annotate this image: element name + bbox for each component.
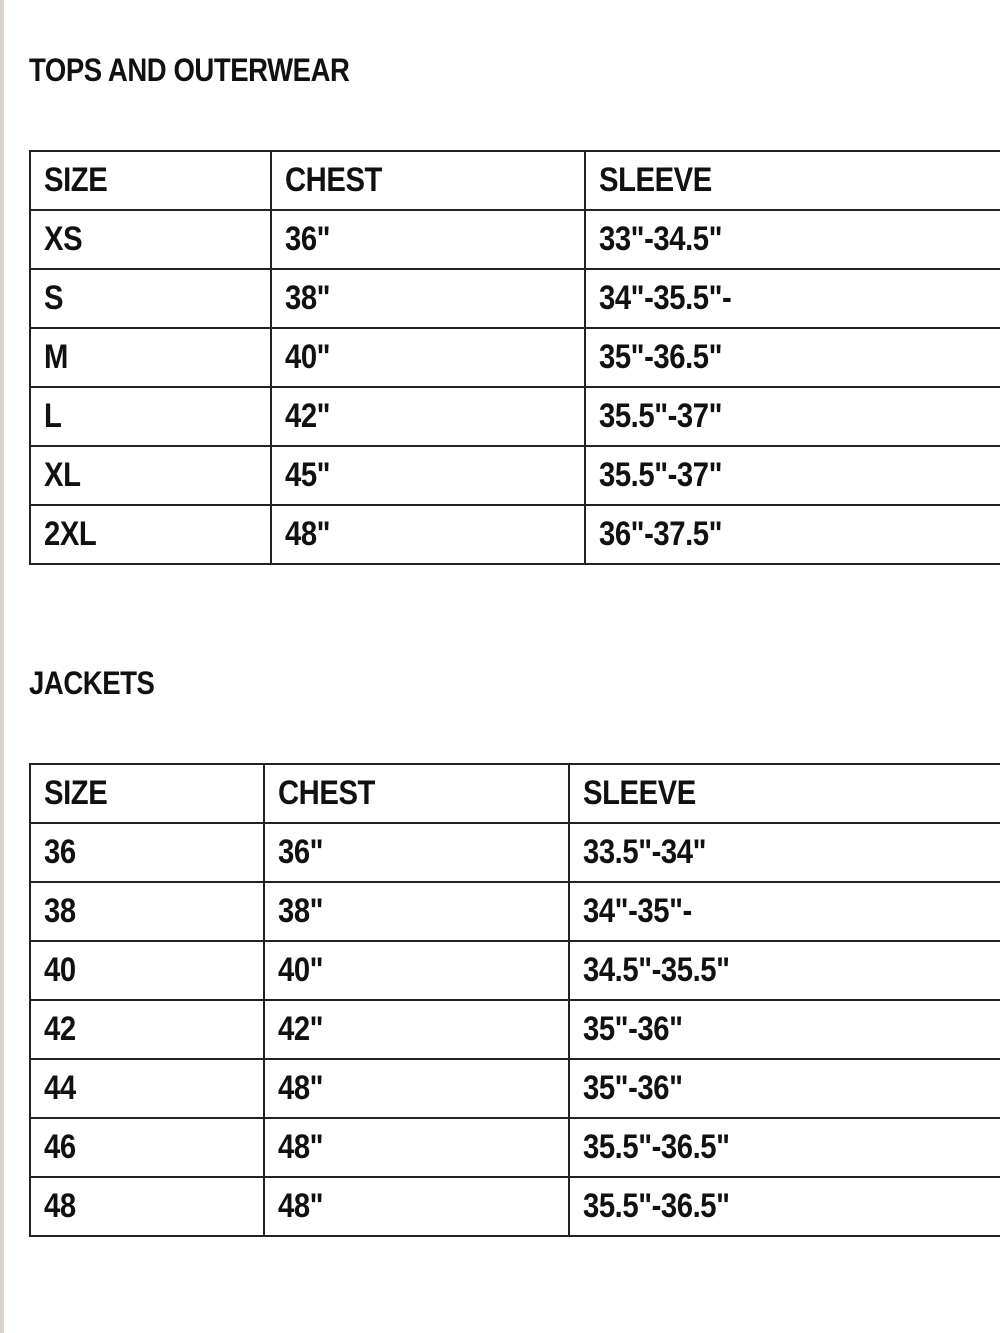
cell-sleeve: 35.5"-36.5" [569, 1177, 1000, 1236]
table-row [30, 328, 1000, 387]
table-row [30, 1177, 1000, 1236]
cell-size: 48 [30, 1177, 264, 1236]
cell-chest: 40" [264, 941, 569, 1000]
cell-sleeve: 33"-34.5" [585, 210, 1000, 269]
cell-chest: 36" [264, 823, 569, 882]
cell-sleeve: 35.5"-36.5" [569, 1118, 1000, 1177]
section-title-tops-and-outerwear: TOPS AND OUTERWEAR [29, 52, 350, 88]
cell-chest: 38" [271, 269, 585, 328]
table-row [30, 882, 1000, 941]
cell-chest: 48" [264, 1118, 569, 1177]
cell-chest: 38" [264, 882, 569, 941]
cell-sleeve: 35.5"-37" [585, 387, 1000, 446]
cell-chest: 42" [271, 387, 585, 446]
cell-sleeve: 33.5"-34" [569, 823, 1000, 882]
cell-chest: 36" [271, 210, 585, 269]
table-row [30, 387, 1000, 446]
table-row [30, 823, 1000, 882]
cell-size: 46 [30, 1118, 264, 1177]
cell-size: 2XL [30, 505, 271, 564]
cell-size: M [30, 328, 271, 387]
cell-size: 44 [30, 1059, 264, 1118]
cell-sleeve: 35"-36" [569, 1059, 1000, 1118]
cell-chest: 42" [264, 1000, 569, 1059]
cell-size: 38 [30, 882, 264, 941]
cell-size: 42 [30, 1000, 264, 1059]
cell-size: 40 [30, 941, 264, 1000]
table-row [30, 446, 1000, 505]
cell-chest: 48" [264, 1177, 569, 1236]
column-header-chest: CHEST [271, 151, 585, 210]
cell-size: XS [30, 210, 271, 269]
table-row [30, 505, 1000, 564]
table-row [30, 269, 1000, 328]
table-row [30, 1118, 1000, 1177]
cell-size: 36 [30, 823, 264, 882]
size-table-jackets [29, 763, 1000, 1237]
table-row [30, 1000, 1000, 1059]
cell-size: S [30, 269, 271, 328]
cell-chest: 48" [264, 1059, 569, 1118]
cell-chest: 48" [271, 505, 585, 564]
cell-sleeve: 35"-36" [569, 1000, 1000, 1059]
cell-chest: 40" [271, 328, 585, 387]
cell-sleeve: 35.5"-37" [585, 446, 1000, 505]
table-row [30, 1059, 1000, 1118]
cell-sleeve: 34"-35.5"- [585, 269, 1000, 328]
table-row [30, 941, 1000, 1000]
cell-size: XL [30, 446, 271, 505]
size-table-tops-and-outerwear [29, 150, 1000, 565]
table-header-row [30, 764, 1000, 823]
column-header-size: SIZE [30, 151, 271, 210]
cell-sleeve: 35"-36.5" [585, 328, 1000, 387]
column-header-sleeve: SLEEVE [585, 151, 1000, 210]
table-header-row [30, 151, 1000, 210]
cell-sleeve: 34"-35"- [569, 882, 1000, 941]
cell-chest: 45" [271, 446, 585, 505]
page-left-edge [0, 0, 4, 1333]
section-title-jackets: JACKETS [29, 665, 155, 701]
column-header-chest: CHEST [264, 764, 569, 823]
column-header-sleeve: SLEEVE [569, 764, 1000, 823]
cell-size: L [30, 387, 271, 446]
table-row [30, 210, 1000, 269]
cell-sleeve: 34.5"-35.5" [569, 941, 1000, 1000]
cell-sleeve: 36"-37.5" [585, 505, 1000, 564]
column-header-size: SIZE [30, 764, 264, 823]
